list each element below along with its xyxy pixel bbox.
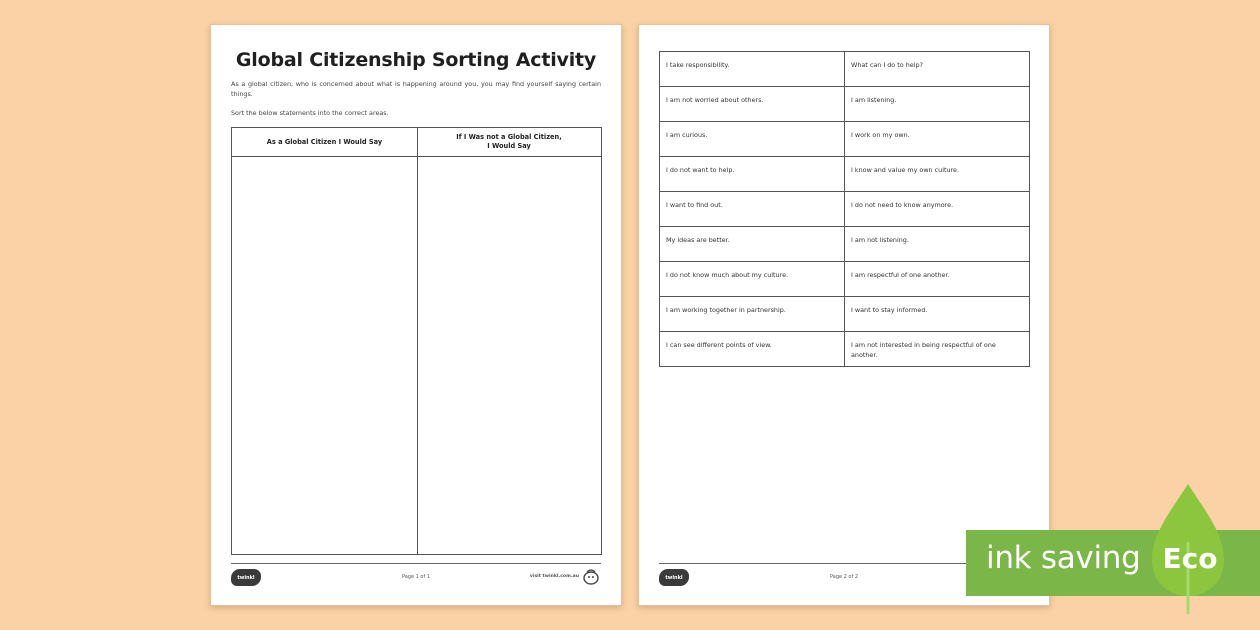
statement-card: I do not need to know anymore. (845, 192, 1030, 227)
statement-card: I work on my own. (845, 122, 1030, 157)
statement-card: I am respectful of one another. (845, 262, 1030, 297)
column-header-not-global-citizen: If I Was not a Global Citizen, I Would Say (417, 128, 601, 157)
intro-text: As a global citizen, who is concerned about what is happening around you, you may find yourself saying certain things. (231, 80, 601, 98)
sorting-table (231, 127, 602, 555)
card-row (660, 227, 1030, 262)
statement-card: I am not listening. (845, 227, 1030, 262)
twinkl-logo: twinkl (231, 569, 261, 586)
statement-card: I am not worried about others. (660, 87, 845, 122)
card-row (660, 52, 1030, 87)
statement-card: I take responsibility. (660, 52, 845, 87)
card-row (660, 87, 1030, 122)
ink-saving-text: ink saving (986, 540, 1141, 576)
statement-card: What can I do to help? (845, 52, 1030, 87)
statement-card: My ideas are better. (660, 227, 845, 262)
card-row (660, 157, 1030, 192)
statement-card: I am listening. (845, 87, 1030, 122)
card-row (660, 192, 1030, 227)
column-header-global-citizen: As a Global Citizen I Would Say (232, 128, 417, 157)
statement-card: I want to stay informed. (845, 297, 1030, 332)
page-number: Page 2 of 2 (829, 574, 859, 580)
twinkl-logo: twinkl (659, 569, 689, 586)
statement-card: I am working together in partnership. (660, 297, 845, 332)
card-row (660, 122, 1030, 157)
statement-card: I am curious. (660, 122, 845, 157)
instruction-text: Sort the below statements into the correct areas. (231, 109, 389, 117)
statement-card: I do not want to help. (660, 157, 845, 192)
footer-url: visit twinkl.com.au (529, 574, 579, 579)
statement-card: I know and value my own culture. (845, 157, 1030, 192)
footer-divider (231, 563, 601, 564)
statement-cards-table (659, 51, 1030, 367)
statement-card: I want to find out. (660, 192, 845, 227)
mascot-icon (581, 567, 601, 587)
worksheet-page-1 (210, 24, 622, 606)
page-number: Page 1 of 1 (401, 574, 431, 580)
eco-label: Eco (1162, 542, 1218, 575)
card-row (660, 262, 1030, 297)
worksheet-page-2 (638, 24, 1050, 606)
column-divider (417, 128, 418, 554)
statement-card: I do not know much about my culture. (660, 262, 845, 297)
card-row (660, 297, 1030, 332)
card-row (660, 332, 1030, 367)
statement-card: I am not interested in being respectful of one another. (845, 332, 1030, 367)
page-title: Global Citizenship Sorting Activity (235, 49, 597, 71)
statement-card: I can see different points of view. (660, 332, 845, 367)
